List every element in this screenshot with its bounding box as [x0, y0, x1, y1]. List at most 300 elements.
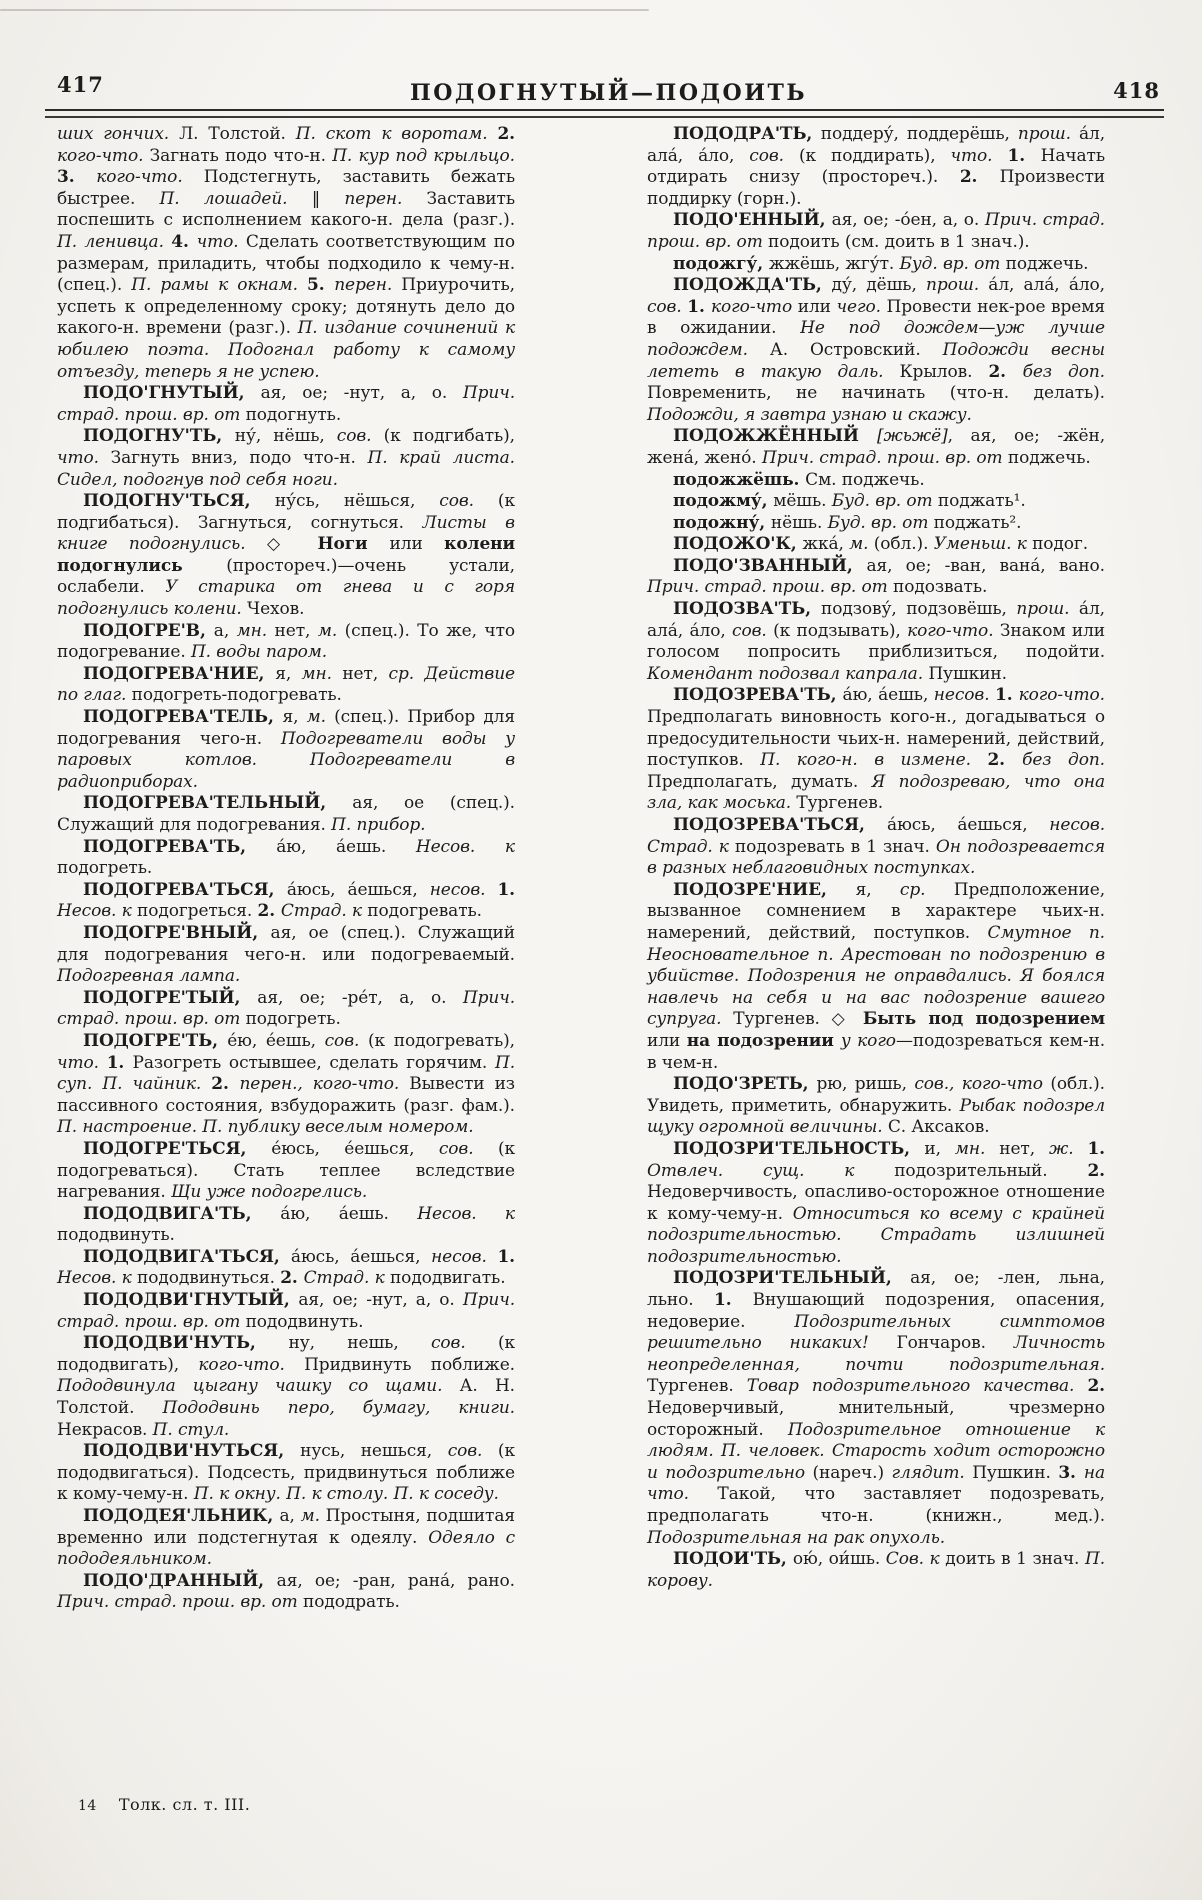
entry-text-run: Личность неопределенная, почти подозрительная. [647, 1333, 1105, 1375]
entry-text-run: Буд. вр. от [899, 253, 1006, 274]
entry-text-run: Быть под подозрением [862, 1009, 1105, 1030]
headword: ПОДОЗРЕВА'ТЬ, [673, 685, 843, 706]
entry-text-run: Вывести из пассивного состояния, взбудоражить (разг. фам.). [57, 1074, 515, 1116]
dictionary-entry [57, 1031, 515, 1139]
entry-text-run: П. кого-н. в измене. [760, 750, 988, 771]
headword: ПОДОДВИГА'ТЬ, [83, 1203, 281, 1224]
entry-text-run: Произвести поддирку (горн.). [647, 167, 1105, 209]
entry-text-run: Рыбак подозрел щуку огромной величины. [647, 1095, 1105, 1138]
entry-text-run: Предполагать, думать. [647, 771, 872, 792]
entry-text-run: 1. [687, 296, 711, 317]
entry-text-run: 3. [1058, 1462, 1084, 1483]
entry-text-run: ср. Действие по глаг. [57, 663, 516, 706]
entry-text-run: У старика от гнева и с горя подогнулись колени. [57, 577, 515, 620]
headword: ПОДОЗРЕВА'ТЬСЯ, [673, 815, 888, 835]
entry-text-run: сов., кого-что [914, 1074, 1051, 1095]
entry-text-run: (нареч.) [812, 1462, 892, 1483]
entry-text-run: 2. [987, 750, 1023, 771]
entry-text-run: П. настроение. П. публику веселым номером. [57, 1117, 474, 1138]
entry-text-run: (к пододвигать), [57, 1333, 516, 1375]
entry-text-run: Прич. страд. прош. вр. от [57, 1290, 515, 1332]
entry-text-run: Загнуть вниз, подо что-н. [110, 447, 368, 468]
dictionary-entry [647, 210, 1105, 253]
dictionary-column-right [647, 124, 1105, 1614]
entry-text-run: П. воды паром. [190, 642, 328, 663]
entry-text-run: П. корову. [647, 1549, 1105, 1591]
entry-text-run: Отвлеч. сущ. к [647, 1160, 895, 1181]
entry-text-run: рю, ришь, [816, 1074, 915, 1095]
entry-text-run: а́ю, а́ешь, [842, 685, 934, 706]
entry-text-run: Тургенев. ◇ [733, 1009, 863, 1030]
entry-text-run: Пушкин. [928, 663, 1007, 684]
headword: ПОДОЗВА'ТЬ, [673, 599, 821, 620]
dictionary-entry [57, 621, 515, 664]
entry-text-run: Крылов. [899, 361, 989, 382]
entry-text-run: П. издание сочинений к юбилею поэта. Подогнал работу к самому отъезду, теперь я не успею. [57, 318, 515, 382]
entry-text-run: Страд. к [303, 1268, 390, 1289]
entry-text-run: Несов. к [417, 1203, 515, 1224]
entry-text-run: 2. [988, 361, 1023, 382]
headword: ПОДОЗРЕ'НИЕ, [673, 879, 856, 900]
dictionary-entry [647, 1074, 1105, 1139]
entry-text-run: подогреться. [137, 901, 258, 922]
dictionary-entry [647, 685, 1105, 815]
entry-text-run: Одеяло с пододеяльником. [57, 1527, 515, 1570]
headword: ПОДОГРЕВА'ТЬСЯ, [83, 879, 287, 900]
entry-text-run: ◇ [266, 534, 318, 555]
dictionary-entry [647, 815, 1105, 880]
entry-text-run: кого-что. [57, 145, 150, 166]
entry-text-run: Он подозревается в разных неблаговидных поступках. [647, 836, 1105, 879]
headword: ПОДО'ЗРЕТЬ, [673, 1074, 817, 1095]
dictionary-entry [57, 923, 515, 988]
entry-text-run: колени подогнулись [57, 534, 516, 576]
entry-text-run: сов. [438, 1138, 498, 1159]
headword: ПОДОГРЕВА'ТЕЛЬНЫЙ, [83, 793, 353, 814]
entry-text-run: что. [57, 1052, 107, 1073]
headword: ПОДОГРЕ'В, [83, 620, 214, 641]
entry-text-run: поджать². [933, 512, 1022, 533]
dictionary-entry [57, 1441, 515, 1506]
entry-text-run: (обл.). Увидеть, приметить, обнаружить. [647, 1074, 1105, 1116]
entry-text-run: мн. [236, 620, 275, 641]
entry-text-run: Комендант подозвал капрала. [647, 663, 929, 684]
entry-text-run: 3. [57, 167, 97, 188]
entry-text-run: 1. [1087, 1138, 1105, 1159]
entry-text-run: пододвинуть. [245, 1311, 364, 1332]
headword: ПОДОГРЕВА'ТЕЛЬ, [83, 707, 283, 728]
entry-text-run: (к пододвигаться). Подсесть, придвинуться поближе к кому-чему-н. [57, 1441, 515, 1505]
entry-text-run: Некрасов. [57, 1419, 153, 1440]
entry-text-run: Внушающий подозрения, опасения, недоверие. [647, 1290, 1105, 1332]
dictionary-entry [647, 513, 1105, 535]
entry-text-run: прош. [1016, 599, 1079, 620]
entry-text-run: сов. [447, 1441, 498, 1462]
entry-text-run: 1. [106, 1052, 133, 1073]
entry-text-run: а́л, ала́, а́ло, [647, 599, 1105, 641]
entry-text-run: ая, ое; -лен, льна, льно. [647, 1268, 1105, 1311]
dictionary-entry [57, 1139, 515, 1204]
headword: подожжёшь. [673, 469, 806, 490]
entry-text-run: Чехов. [247, 599, 305, 620]
entry-text-run: поддеру́, поддерёшь, [820, 124, 1018, 144]
entry-text-run: П. прибор. [331, 815, 426, 835]
entry-text-run: 2. [497, 124, 516, 144]
entry-text-run: Товар подозрительного качества. [746, 1376, 1088, 1397]
entry-text-run: А. Островский. [769, 339, 943, 360]
entry-text-run: Прич. страд. прош. вр. от [57, 1592, 304, 1613]
entry-text-run: Подожди, я завтра узнаю и скажу. [647, 404, 972, 425]
entry-text-run: жка́, [802, 534, 850, 555]
entry-text-run: что. [196, 231, 246, 252]
headword: ПОДОДЕЯ'ЛЬНИК, [83, 1506, 280, 1526]
entry-text-run: [жьжё] [876, 426, 948, 447]
entry-text-run: поджечь. [1007, 447, 1091, 468]
entry-text-run: сов. [430, 1333, 498, 1354]
entry-text-run: доить в 1 знач. [945, 1549, 1085, 1570]
entry-text-run: (спец.). То же, что подогревание. [57, 620, 516, 663]
entry-text-run: Недоверчивый, мнительный, чрезмерно осторожный. [647, 1398, 1105, 1440]
entry-text-run: глядит. [891, 1462, 973, 1483]
entry-text-run: Такой, что заставляет подозревать, предполагать что-н. (книжн., мед.). [647, 1484, 1105, 1526]
entry-text-run: несов. [431, 1246, 498, 1267]
entry-text-run: на что. [647, 1462, 1105, 1505]
dictionary-entry [57, 124, 515, 383]
entry-text-run: Несов. к [57, 901, 137, 922]
entry-text-run: сов. [439, 491, 498, 512]
entry-text-run: Листы в книге подогнулись. [57, 512, 515, 555]
entry-text-run: Л. Толстой. [179, 124, 296, 144]
headword: ПОДО'ДРАННЫЙ, [83, 1570, 277, 1591]
entry-text-run: или [797, 296, 837, 317]
entry-text-run: (к подогревать), [368, 1030, 515, 1051]
dictionary-entry [647, 599, 1105, 685]
entry-text-run: Подожди весны лететь в такую даль. [647, 339, 1105, 382]
entry-text-run: Пододвинь перо, бумагу, книги. [162, 1398, 515, 1419]
entry-text-run: Подогревная лампа. [57, 966, 241, 987]
dictionary-entry [57, 664, 515, 707]
entry-text-run: подозрительный. [894, 1160, 1088, 1181]
signature-mark: 14 [78, 1798, 97, 1814]
headword: ПОДО'ЕННЫЙ, [673, 210, 832, 231]
entry-text-run: Приурочить, успеть к определенному сроку; дотянуть дело до какого-н. времени (разг.). [57, 275, 515, 339]
headword: ПОДО'ГНУТЫЙ, [83, 383, 261, 404]
entry-text-run: м. [317, 620, 345, 641]
headword: ПОДОДВИ'НУТЬСЯ, [83, 1441, 301, 1462]
entry-text-run: сов. [324, 1030, 368, 1051]
entry-text-run: а́ю, а́ешь. [276, 836, 416, 857]
entry-text-run: а́л, ала́, а́ло, [647, 124, 1105, 166]
headword: ПОДО'ЗВАННЫЙ, [673, 555, 867, 576]
dictionary-entry [647, 254, 1105, 276]
entry-text-run: я, [282, 707, 307, 728]
entry-text-run: чего. [836, 296, 887, 317]
headword: ПОДОГРЕВА'ТЬ, [83, 836, 277, 857]
entry-text-run: П. рамы к окнам. [131, 275, 308, 296]
entry-text-run: перен. [334, 275, 402, 296]
dictionary-entry [57, 793, 515, 836]
entry-text-run: сов. [647, 296, 688, 317]
headword: ПОДОГРЕ'ТЫЙ, [83, 987, 258, 1008]
dictionary-entry [647, 426, 1105, 469]
dictionary-entry [57, 988, 515, 1031]
entry-text-run: м. [300, 1506, 326, 1526]
entry-text-run: (простореч.)—очень устали, ослабели. [57, 555, 515, 598]
entry-text-run: на подозрении [686, 1030, 841, 1051]
entry-text-run: без доп. [1022, 750, 1105, 771]
entry-text-run: П. скот к воротам. [295, 124, 498, 144]
entry-text-run: пододвигать. [389, 1268, 506, 1289]
entry-text-run: Провести нек-рое время в ожидании. [647, 296, 1106, 339]
entry-text-run: 2. [1087, 1376, 1105, 1397]
entry-text-run: Подстегнуть, заставить бежать быстрее. [57, 167, 515, 209]
entry-text-run: Ноги [317, 534, 390, 555]
entry-text-run: перен. [344, 188, 427, 209]
dictionary-entry [57, 837, 515, 880]
entry-text-run: а́юсь, а́ешься, [286, 879, 430, 900]
headword: ПОДОЗРИ'ТЕЛЬНОСТЬ, [673, 1138, 925, 1159]
entry-text-run: Пододвинула цыгану чашку со щами. [57, 1376, 460, 1397]
entry-text-run: , ая, ое; -жён, жена́, жено́. [647, 426, 1105, 468]
entry-text-run: Загнать подо что-н. [149, 145, 333, 166]
entry-text-run: П. к окну. П. к столу. П. к соседу. [193, 1484, 499, 1505]
entry-text-run: (к подгибать), [383, 426, 515, 447]
entry-text-run: и, [924, 1138, 955, 1159]
entry-text-run: 2. [211, 1074, 240, 1095]
entry-text-run: Тургенев. [647, 1376, 747, 1397]
entry-text-run: Придвинуть поближе. [304, 1354, 515, 1375]
entry-text-run: Прич. страд. прош. вр. от [647, 577, 894, 598]
entry-text-run: Тургенев. [796, 793, 884, 814]
entry-text-run: П. край листа. Сидел, подогнув под себя ноги. [57, 447, 515, 490]
entry-text-run: ‖ [311, 188, 345, 209]
dictionary-entry [57, 1290, 515, 1333]
entry-text-run: С. Аксаков. [887, 1117, 990, 1138]
entry-text-run: ая, ое; -нут, а, о. [260, 383, 463, 404]
headword: ПОДОДРА'ТЬ, [673, 124, 821, 144]
entry-text-run: П. стул. [152, 1419, 230, 1440]
page-number-left: 417 [57, 72, 104, 97]
entry-text-run: Пушкин. [972, 1462, 1059, 1483]
entry-text-run: подзову́, подзовёшь, [820, 599, 1017, 620]
headword: ПОДОГНУ'ТЬСЯ, [83, 491, 275, 512]
entry-text-run: прош. [925, 275, 989, 296]
entry-text-run: подозвать. [893, 577, 988, 598]
entry-text-run: 2. [280, 1268, 304, 1289]
entry-text-run: ая, ое (спец.). Служащий для подогревания чего-н. или подогреваемый. [57, 922, 516, 965]
entry-text-run: Начать отдирать снизу (простореч.). [647, 145, 1105, 188]
entry-text-run: подог. [1032, 534, 1089, 555]
entry-text-run: 2. [959, 167, 1000, 188]
entry-text-run: прош. [1017, 124, 1079, 144]
entry-text-run: 2. [257, 901, 281, 922]
headword: ПОДОГРЕ'ТЬ, [83, 1030, 228, 1051]
entry-text-run: что. [950, 145, 1008, 166]
entry-text-run: Смутное п. Неосновательное п. Арестован по подозрению в убийстве. Подозрения не оправдались. Я боялся навлечь на себя и на вас подозрение вашего супруга. [647, 922, 1105, 1030]
entry-text-run: Щи уже подогрелись. [171, 1182, 368, 1203]
entry-text-run: П. ленивца. [57, 231, 172, 252]
entry-text-run: ну, нешь, [288, 1333, 431, 1354]
entry-text-run: а, [213, 620, 237, 641]
entry-text-run: ну́сь, нёшься, [274, 491, 440, 512]
entry-text-run: Буд. вр. от [827, 512, 934, 533]
entry-text-run: кого-что. [198, 1354, 305, 1375]
entry-text-run: а́юсь, а́ешься, [887, 815, 1050, 835]
entry-text-run: е́юсь, е́ешься, [271, 1138, 439, 1159]
dictionary-entry [647, 1139, 1105, 1269]
page-number-right: 418 [1113, 78, 1160, 103]
entry-text-run: Сделать соответствующим по размерам, приладить, чтобы подходило к чему-н. (спец.). [57, 231, 515, 296]
entry-text-run: 5. [307, 275, 335, 296]
entry-text-run: м. [849, 534, 874, 555]
entry-text-run: а́ю, а́ешь. [280, 1203, 418, 1224]
entry-text-run: Недоверчивость, опасливо-осторожное отношение к кому-чему-н. [647, 1182, 1105, 1224]
running-head: ПОДОГНУТЫЙ—ПОДОИТЬ [409, 80, 808, 106]
entry-text-run: —подозреваться кем-н. в чем-н. [647, 1030, 1105, 1073]
entry-text-run: (к подогреваться). Стать теплее вследствие нагревания. [57, 1138, 516, 1203]
entry-text-run: мёшь. [773, 491, 832, 512]
entry-text-run: кого-что. [907, 620, 1000, 641]
entry-text-run: пододрать. [303, 1592, 400, 1613]
entry-text-run: мн. [954, 1138, 1000, 1159]
entry-text-run: ою́, ои́шь. [792, 1549, 886, 1570]
entry-text-run: поджать¹. [937, 491, 1026, 512]
entry-text-run: ну́, нёшь, [234, 426, 337, 447]
entry-text-run: я, [275, 663, 302, 684]
entry-text-run: ср. [899, 879, 954, 900]
entry-text-run: подогреть-подогревать. [131, 685, 342, 706]
entry-text-run: П. суп. П. чайник. [57, 1052, 515, 1095]
entry-text-run: пододвинуться. [137, 1268, 281, 1289]
entry-text-run: 1. [995, 685, 1019, 706]
headword: ПОДОЖЖЁННЫЙ [673, 426, 877, 447]
entry-text-run: Разогреть остывшее, сделать горячим. [132, 1052, 495, 1073]
entry-text-run: Прич. страд. прош. вр. от [57, 987, 516, 1030]
entry-text-run: (спец.). Прибор для подогревания чего-н. [57, 707, 516, 749]
entry-text-run: А. Н. Толстой. [57, 1376, 515, 1419]
entry-text-run: П. лошадей. [159, 188, 312, 209]
headword: ПОДОГНУ'ТЬ, [83, 426, 235, 447]
page-body [57, 124, 1105, 1614]
entry-text-run: я, [855, 879, 900, 900]
entry-text-run: ая, ое; -о́ен, а, о. [831, 210, 985, 231]
headword: подожгу́, [673, 253, 769, 274]
entry-text-run: Страд. к [280, 901, 368, 922]
entry-text-run: несов. [429, 879, 498, 900]
entry-text-run: 1. [497, 879, 515, 900]
dictionary-entry [647, 880, 1105, 1074]
dictionary-entry [647, 491, 1105, 513]
dictionary-entry [647, 556, 1105, 599]
dictionary-entry [647, 1268, 1105, 1549]
page-footer [78, 1795, 250, 1814]
entry-text-run: 4. [171, 231, 197, 252]
entry-text-run: 2. [1087, 1160, 1106, 1181]
entry-text-run: 1. [1007, 145, 1041, 166]
headword: ПОДОГРЕ'ТЬСЯ, [83, 1138, 272, 1159]
entry-text-run: Заставить поспешить с исполнением какого-н. дела (разг.). [57, 188, 515, 231]
entry-text-run: (обл.). [873, 534, 934, 555]
entry-text-run: или [389, 534, 445, 555]
entry-text-run: Я подозреваю, что она зла, как моська. [647, 771, 1105, 814]
dictionary-entry [647, 124, 1105, 210]
entry-text-run: Несов. к [415, 836, 515, 857]
entry-text-run: Сов. к [885, 1549, 946, 1570]
entry-text-run: что. [57, 447, 111, 468]
dictionary-entry [647, 1549, 1105, 1592]
headword: ПОДОГРЕ'ВНЫЙ, [83, 922, 271, 943]
entry-text-run: подогревать. [367, 901, 482, 922]
entry-text-run: пододвинуть. [57, 1225, 175, 1246]
entry-text-run: П. кур под крыльцо. [332, 145, 515, 166]
entry-text-run: а, [279, 1506, 301, 1526]
entry-text-run: нет, [342, 663, 389, 684]
entry-text-run: или [647, 1030, 687, 1051]
entry-text-run: Прич. страд. прош. вр. от [647, 210, 1105, 252]
entry-text-run: Относиться ко всему с крайней подозрительностью. Страдать излишней подозрительностью. [647, 1203, 1105, 1267]
headword: ПОДОДВИ'НУТЬ, [83, 1333, 289, 1354]
entry-text-run: подогнуть. [245, 404, 342, 425]
entry-text-run: без доп. [1022, 361, 1105, 382]
entry-text-run: Несов. к [57, 1268, 137, 1289]
entry-text-run: сов. [749, 145, 799, 166]
entry-text-run: а́л, ала́, а́ло, [988, 275, 1105, 296]
entry-text-run: кого-что [711, 296, 798, 317]
entry-text-run: подогреть. [57, 858, 153, 879]
headword: ПОДОЗРИ'ТЕЛЬНЫЙ, [673, 1268, 911, 1289]
headword: подожну́, [673, 512, 771, 533]
entry-text-run: кого-что. [1018, 685, 1105, 706]
entry-text-run: е́ю, е́ешь, [227, 1030, 325, 1051]
entry-text-run: жжёшь, жгу́т. [768, 253, 900, 274]
dictionary-entry [57, 491, 515, 621]
entry-text-run: сов. [336, 426, 384, 447]
entry-text-run: Гончаров. [896, 1333, 1014, 1354]
entry-text-run: сов. [732, 620, 774, 641]
headword: подожму́, [673, 491, 774, 512]
entry-text-run: ших гончих. [57, 124, 180, 144]
entry-text-run: подогреть. [245, 1009, 341, 1030]
entry-text-run: Подозрительное отношение к людям. П. человек. Старость ходит осторожно и подозрительно [647, 1419, 1106, 1483]
dictionary-entry [647, 275, 1105, 426]
entry-text-run: кого-что. [96, 167, 204, 188]
entry-text-run: Буд. вр. от [831, 491, 938, 512]
page-header [57, 72, 1160, 106]
entry-text-run: ду́, дёшь, [831, 275, 926, 296]
dictionary-entry [57, 426, 515, 491]
dictionary-entry [57, 1204, 515, 1247]
entry-text-run: См. поджечь. [805, 469, 925, 490]
entry-text-run: Подозрительная на рак опухоль. [647, 1527, 946, 1548]
entry-text-run: ая, ое; -ре́т, а, о. [257, 987, 463, 1008]
dictionary-entry [647, 470, 1105, 492]
entry-text-run: нет, [274, 620, 318, 641]
entry-text-run: нёшь. [770, 512, 828, 533]
entry-text-run: ая, ое; -нут, а, о. [298, 1290, 463, 1311]
entry-text-run: Подогреватели воды у паровых котлов. Подогреватели в радиоприборах. [57, 728, 515, 792]
headword: ПОДОЖО'К, [673, 534, 803, 555]
dictionary-entry [57, 1333, 515, 1441]
entry-text-run: Простыня, подшитая временно или подстегнутая к одеялу. [57, 1506, 515, 1548]
dictionary-entry [57, 880, 515, 923]
headword: ПОДОИ'ТЬ, [673, 1549, 793, 1570]
entry-text-run: ая, ое; -ван, вана́, вано. [866, 555, 1105, 576]
entry-text-run: (к поддирать), [798, 145, 951, 166]
entry-text-run: несов. Страд. к [647, 815, 1105, 857]
entry-text-run: ая, ое; -ран, рана́, рано. [276, 1570, 515, 1591]
headword: ПОДОДВИ'ГНУТЫЙ, [83, 1290, 299, 1311]
dictionary-entry [647, 534, 1105, 556]
